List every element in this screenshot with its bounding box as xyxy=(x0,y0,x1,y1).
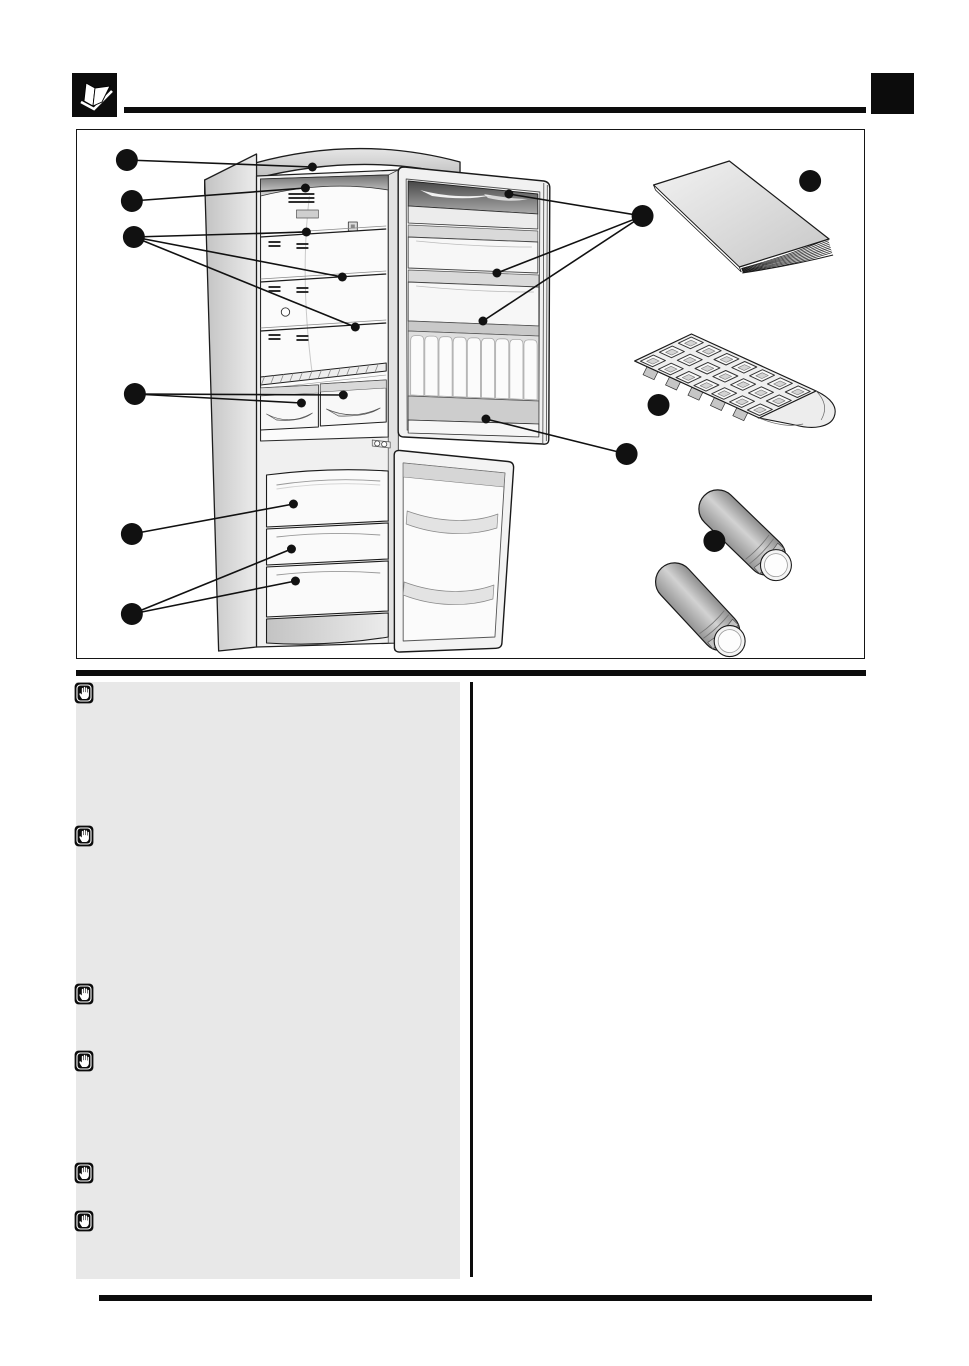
fridge-side-panel xyxy=(205,154,257,651)
freezer-drawers xyxy=(267,470,389,617)
warning-hand-icon xyxy=(74,682,94,704)
warning-hand-icon xyxy=(74,1050,94,1072)
leader-dot xyxy=(492,269,501,278)
figure-separator-rule xyxy=(76,670,866,676)
leader-dot xyxy=(287,545,296,554)
column-divider xyxy=(470,682,473,1277)
leader-dot xyxy=(339,391,348,400)
warning-hand-icon xyxy=(74,1162,94,1184)
callout-freezer-top-drawer xyxy=(121,523,143,545)
leader-dot xyxy=(301,184,310,193)
leader-dot xyxy=(338,273,347,282)
footer-rule xyxy=(99,1295,872,1301)
warning-hand-icon xyxy=(74,1210,94,1232)
warning-hand-icon xyxy=(74,983,94,1005)
leader-dot xyxy=(478,317,487,326)
callout-ice-packs xyxy=(703,530,725,552)
leader-dot xyxy=(308,163,317,172)
ice-pack-2 xyxy=(648,555,754,658)
door-liner-ribs xyxy=(411,336,537,400)
leader-dot xyxy=(481,415,490,424)
door-bottom-band xyxy=(408,396,539,424)
crisper-drawers xyxy=(261,380,387,430)
open-book-icon xyxy=(72,73,117,117)
leader-dot xyxy=(302,228,311,237)
fridge-door-open xyxy=(398,167,550,444)
callout-fridge-top-panel xyxy=(116,149,138,171)
callout-freezer-lower-drawers xyxy=(121,603,143,625)
freezer-door-open xyxy=(394,450,513,652)
leader-dot xyxy=(289,500,298,509)
callout-ice-cube-tray xyxy=(648,394,670,416)
callout-door-bottom-shelf xyxy=(616,443,638,465)
callout-interior-ceiling xyxy=(121,190,143,212)
callout-storage-shelves xyxy=(123,226,145,248)
leader-dot xyxy=(291,577,300,586)
notes-panel xyxy=(76,682,460,1279)
interior-label xyxy=(296,210,318,218)
leader-dot xyxy=(297,399,306,408)
callout-door-bins xyxy=(632,205,654,227)
thermostat-knob xyxy=(281,308,289,316)
warning-hand-icon xyxy=(74,825,94,847)
callout-booklet xyxy=(799,170,821,192)
plinth xyxy=(267,613,389,644)
header-rule xyxy=(124,107,866,113)
callout-crisper-drawers xyxy=(124,383,146,405)
leader-dot xyxy=(504,190,513,199)
page-corner-block xyxy=(871,73,914,114)
parts-diagram-figure xyxy=(76,129,865,659)
leader-dot xyxy=(351,323,360,332)
